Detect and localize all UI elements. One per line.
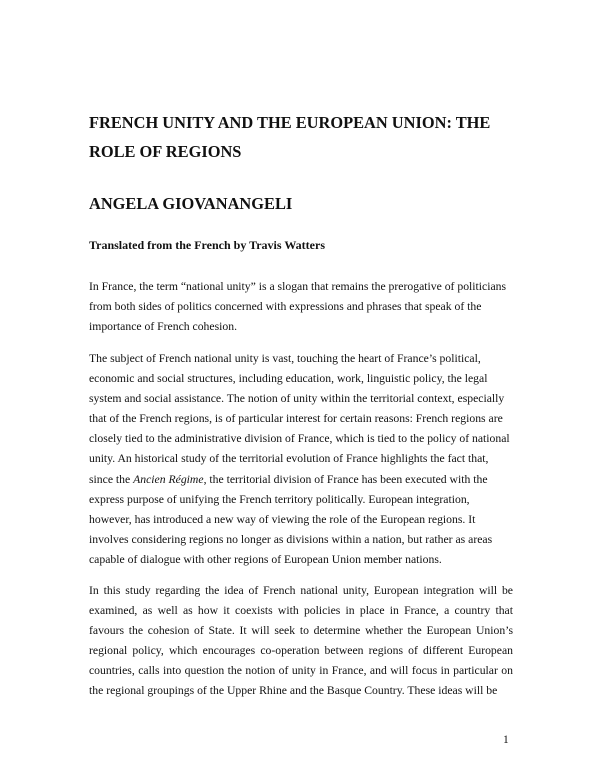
translator-note: Translated from the French by Travis Watters — [89, 238, 325, 252]
author-name: ANGELA GIOVANANGELI — [89, 194, 293, 213]
paragraph-2-text-end: , the territorial division of France has been executed with the express purpose of unifying the French territory politically. European integration, however, has introduced a new way of viewing the role of the European regions. It involves considering regions no longer as divisions within a nation, but rather as areas capable of dialogue with other regions of European Union member nations. — [89, 472, 493, 566]
paragraph-2-text-start: The subject of French national unity is vast, touching the heart of France’s political, economic and social structures, including education, work, linguistic policy, the legal system and social assistance. The notion of unity within the territorial context, especially that of the French regions, is of particular interest for certain reasons: French regions are closely tied to the administrative division of France, which is tied to the policy of national unity. An historical study of the territorial evolution of France highlights the fact that, since the — [89, 352, 510, 486]
paragraph-3: In this study regarding the idea of French national unity, European integration will be examined, as well as how it coexists with policies in place in France, a country that favours the cohesion of State. It will seek to determine whether the European Union’s regional policy, which encourages co-operation between regions of different European countries, calls into question the notion of unity in France, and will focus in particular on the regional groupings of the Upper Rhine and the Basque Country. These ideas will be — [89, 584, 513, 698]
paragraph-1: In France, the term “national unity” is a slogan that remains the prerogative of politicians from both sides of politics concerned with expressions and phrases that speak of the importance of French cohesion. — [89, 280, 507, 334]
ancien-regime-italic: Ancien Régime — [133, 472, 204, 486]
page-number: 1 — [503, 734, 509, 746]
paragraph-2 — [89, 349, 513, 570]
paper-title: FRENCH UNITY AND THE EUROPEAN UNION: THE ROLE OF REGIONS — [89, 113, 491, 161]
